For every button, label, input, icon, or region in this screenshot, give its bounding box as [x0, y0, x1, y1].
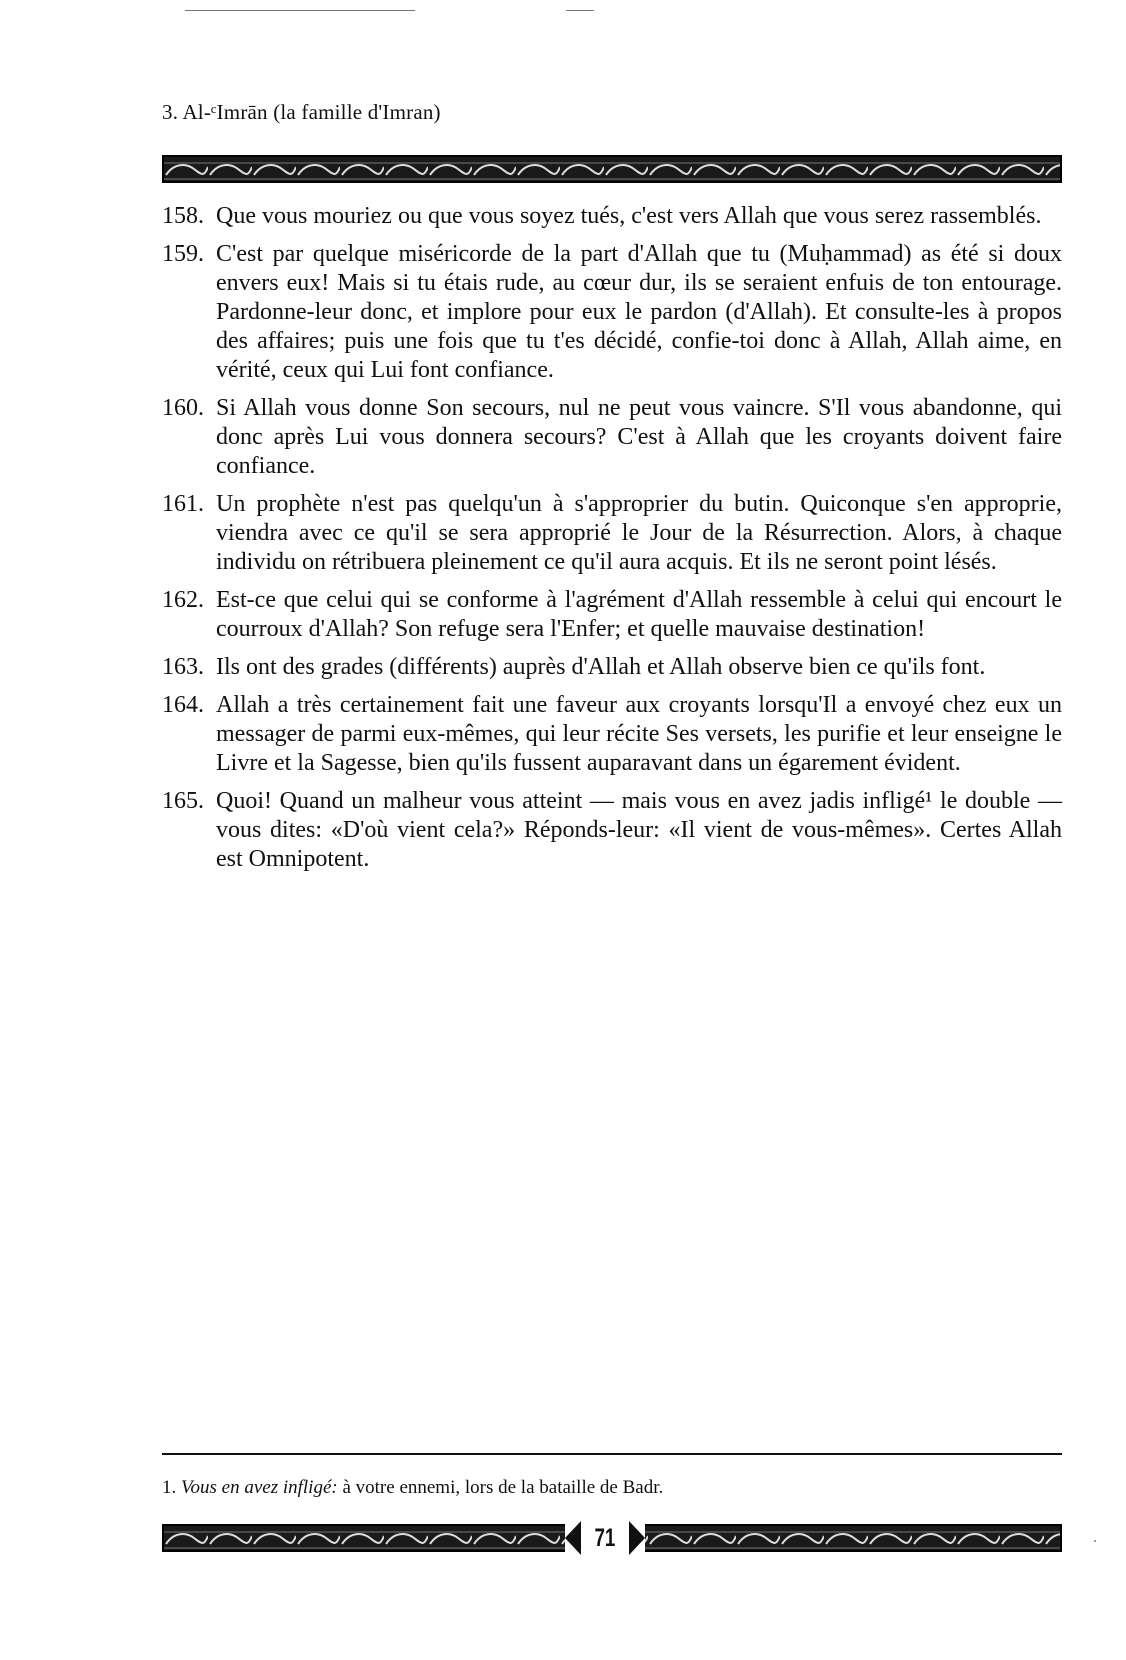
verse-item [162, 787, 1062, 874]
verse-text: Quoi! Quand un malheur vous atteint — mais vous en avez jadis infligé¹ le double — vous dites: «D'où vient cela?» Réponds-leur: «Il vient de vous-mêmes». Certes Allah est Omnipotent. [216, 788, 1062, 872]
scan-speck [1094, 1540, 1096, 1542]
plate-right-cap [629, 1521, 645, 1555]
verse-item [162, 691, 1062, 778]
verse-number: 158. [162, 203, 204, 229]
footnote-term: Vous en avez infligé: [181, 1477, 338, 1498]
verse-item [162, 240, 1062, 385]
verse-text: C'est par quelque miséricorde de la part d'Allah que tu (Muḥammad) as été si doux envers eux! Mais si tu étais rude, au cœur dur, ils se seraient enfuis de ton entourage. Pardonne-leur donc, et implore pour eux le pardon (d'Allah). Et consulte-les à propos des affaires; puis une fois que tu t'es décidé, confie-toi donc à Allah, Allah aime, en vérité, ceux qui Lui font confiance. [216, 241, 1062, 383]
top-rule-short [566, 10, 594, 11]
page-number-plate [565, 1521, 645, 1555]
verse-item [162, 490, 1062, 577]
verse-number: 161. [162, 491, 204, 517]
footnote [162, 1477, 663, 1499]
verse-number: 163. [162, 654, 204, 680]
verse-text: Un prophète n'est pas quelqu'un à s'approprier du butin. Quiconque s'en approprie, viendra avec ce qu'il se sera approprié le Jour de la Résurrection. Alors, à chaque individu on rétribuera pleinement ce qu'il aura acquis. Et ils ne seront point lésés. [216, 491, 1062, 575]
verse-number: 162. [162, 587, 204, 613]
verse-text: Allah a très certainement fait une faveur aux croyants lorsqu'Il a envoyé chez eux un messager de parmi eux-mêmes, qui leur récite Ses versets, les purifie et leur enseigne le Livre et la Sagesse, bien qu'ils fussent auparavant dans un égarement évident. [216, 692, 1062, 776]
chapter-header: 3. Al-ᶜImrān (la famille d'Imran) [162, 100, 441, 124]
verse-text: Est-ce que celui qui se conforme à l'agrément d'Allah ressemble à celui qui encourt le courroux d'Allah? Son refuge sera l'Enfer; et quelle mauvaise destination! [216, 587, 1062, 642]
top-ornament-band [162, 155, 1062, 183]
verse-text: Ils ont des grades (différents) auprès d'Allah et Allah observe bien ce qu'ils font. [216, 654, 986, 680]
verse-item [162, 586, 1062, 644]
verse-item [162, 394, 1062, 481]
top-rule [185, 10, 415, 11]
verse-item [162, 653, 1062, 682]
plate-left-cap [565, 1521, 581, 1555]
verse-number: 164. [162, 692, 204, 718]
footnote-text: à votre ennemi, lors de la bataille de Badr. [342, 1477, 664, 1498]
verse-number: 160. [162, 395, 204, 421]
verse-list [162, 202, 1062, 883]
verse-text: Si Allah vous donne Son secours, nul ne peut vous vaincre. S'Il vous abandonne, qui donc après Lui vous donnera secours? C'est à Allah que les croyants doivent faire confiance. [216, 395, 1062, 479]
verse-text: Que vous mouriez ou que vous soyez tués, c'est vers Allah que vous serez rassemblés. [216, 203, 1042, 229]
footnote-marker: 1. [162, 1477, 177, 1498]
verse-number: 165. [162, 788, 204, 814]
footnote-divider [162, 1453, 1062, 1455]
ornament-pattern-top [164, 157, 1062, 183]
verse-number: 159. [162, 241, 204, 267]
page-number: 71 [594, 1523, 616, 1552]
verse-item [162, 202, 1062, 231]
